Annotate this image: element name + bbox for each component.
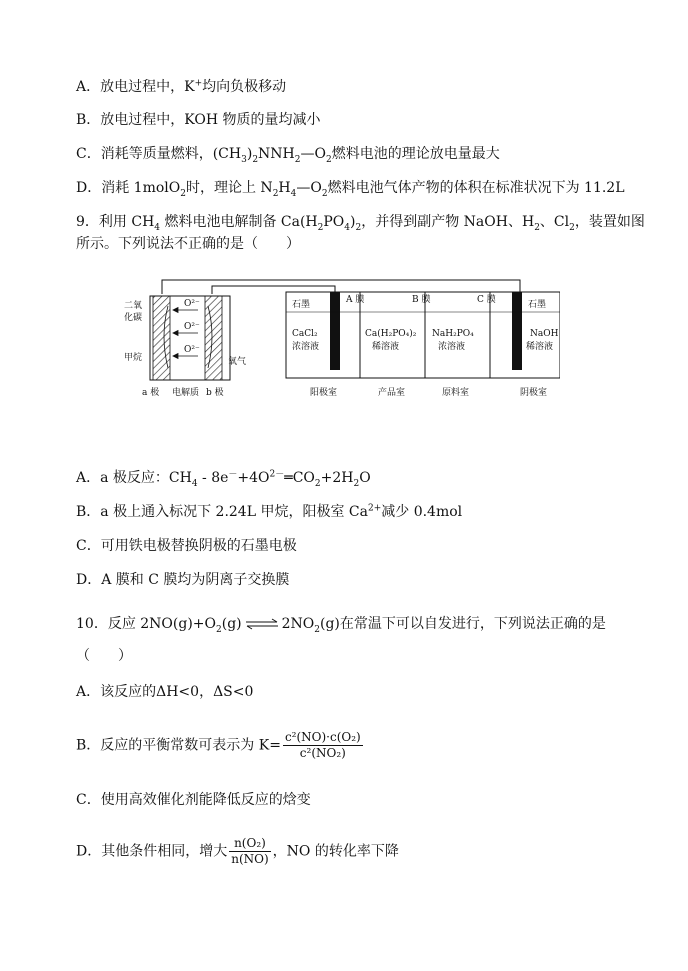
cacl2-conc-label: 浓溶液 — [292, 342, 320, 352]
q9-option-b: B．a 极上通入标况下 2.24L 甲烷，阳极室 $Ca^{2+}$减少 0.4mol — [76, 503, 463, 520]
co2-label-1: 二氧 — [124, 301, 143, 311]
raw-room-label: 原料室 — [442, 388, 470, 398]
oxygen-label: 氧气 — [228, 357, 247, 367]
q9-stem-line1: 9．利用 $CH_4$ 燃料电池电解制备 $Ca(H_2PO_4)_2$，并得到副产物 NaOH、$H_2$、$Cl_2$，装置如图 — [76, 214, 645, 233]
nah2po4-label: NaH₂PO₄ — [432, 329, 474, 339]
b-pole-label: b 极 — [206, 388, 224, 398]
naoh-dilute-label: 稀溶液 — [526, 342, 554, 352]
q8-option-b: B．放电过程中，KOH 物质的量均减小 — [76, 112, 321, 128]
q10-option-a: A．该反应的ΔH<0，ΔS<0 — [76, 684, 254, 700]
q10-stem-line2: （ ） — [76, 648, 132, 664]
q8-option-c: C．消耗等质量燃料，$(CH_3)_2NNH_2—O_2$燃料电池的理论放电量最大 — [76, 146, 500, 165]
nah2po4-conc-label: 浓溶液 — [438, 342, 466, 352]
ion-label-3: O²⁻ — [184, 345, 200, 355]
anode-graphite — [330, 292, 340, 370]
a-pole-label: a 极 — [142, 388, 160, 398]
ion-label-1: O²⁻ — [184, 299, 200, 309]
naoh-label: NaOH — [530, 329, 559, 339]
ion-label-2: O²⁻ — [184, 322, 200, 332]
equilibrium-arrow-icon — [245, 618, 279, 630]
q10-stem-line1: 10．反应 $2NO(g)+O_2(g)$ $2NO_2(g)$在常温下可以自发进行，下列说法正确的是 — [76, 616, 606, 635]
anode-room-label: 阳极室 — [310, 388, 338, 398]
q10-option-c: C．使用高效催化剂能降低反应的焓变 — [76, 792, 311, 808]
methane-label: 甲烷 — [124, 353, 143, 363]
graphite-label-right: 石墨 — [528, 300, 547, 310]
graphite-label-left: 石墨 — [292, 300, 311, 310]
cah2po4-label: Ca(H₂PO₄)₂ — [365, 329, 417, 339]
q9-stem-line2: 所示。下列说法不正确的是（ ） — [76, 236, 300, 252]
q9-option-a: A．a 极反应：$CH_4$ - $8e^-+4O^{2-}═CO_2+2H_2O$ — [76, 469, 371, 489]
membrane-b-label: B 膜 — [412, 295, 431, 305]
membrane-c-label: C 膜 — [477, 295, 496, 305]
q8-option-a: A．放电过程中，K+均向负极移动 — [76, 78, 287, 95]
electrolyte-label: 电解质 — [172, 388, 200, 398]
q9-option-c: C．可用铁电极替换阴极的石墨电极 — [76, 538, 297, 554]
electrolysis-diagram — [120, 274, 560, 404]
cacl2-label: CaCl₂ — [292, 329, 318, 339]
q10-option-b: B．反应的平衡常数可表示为 K= $\frac{\text{c²(NO)·c(O₂)}}{\text{c²(NO₂)}}$ — [76, 730, 361, 760]
co2-label-2: 化碳 — [124, 313, 143, 323]
fuel-cell — [150, 296, 230, 380]
q10-option-d: D．其他条件相同，增大 $\frac{\text{n(O₂)}}{n(NO)}$ ，NO 的转化率下降 — [76, 836, 399, 866]
cah2po4-dilute-label: 稀溶液 — [372, 342, 400, 352]
k-fraction: $\frac{\text{c²(NO)·c(O₂)}}{\text{c²(NO₂)}}$ — [284, 730, 361, 760]
q8-option-d: D．消耗 1molO$_2$时，理论上 $N_2H_4—O_2$燃料电池气体产物的体积在标准状况下为 11.2L — [76, 180, 625, 199]
product-room-label: 产品室 — [378, 388, 406, 398]
membrane-a-label: A 膜 — [346, 295, 365, 305]
cathode-room-label: 阴极室 — [520, 388, 548, 398]
q9-option-d: D．A 膜和 C 膜均为阴离子交换膜 — [76, 572, 290, 588]
cathode-graphite — [512, 292, 522, 370]
ratio-fraction: $\frac{\text{n(O₂)}}{n(NO)}$ — [231, 836, 269, 866]
electrode-b — [205, 296, 222, 380]
